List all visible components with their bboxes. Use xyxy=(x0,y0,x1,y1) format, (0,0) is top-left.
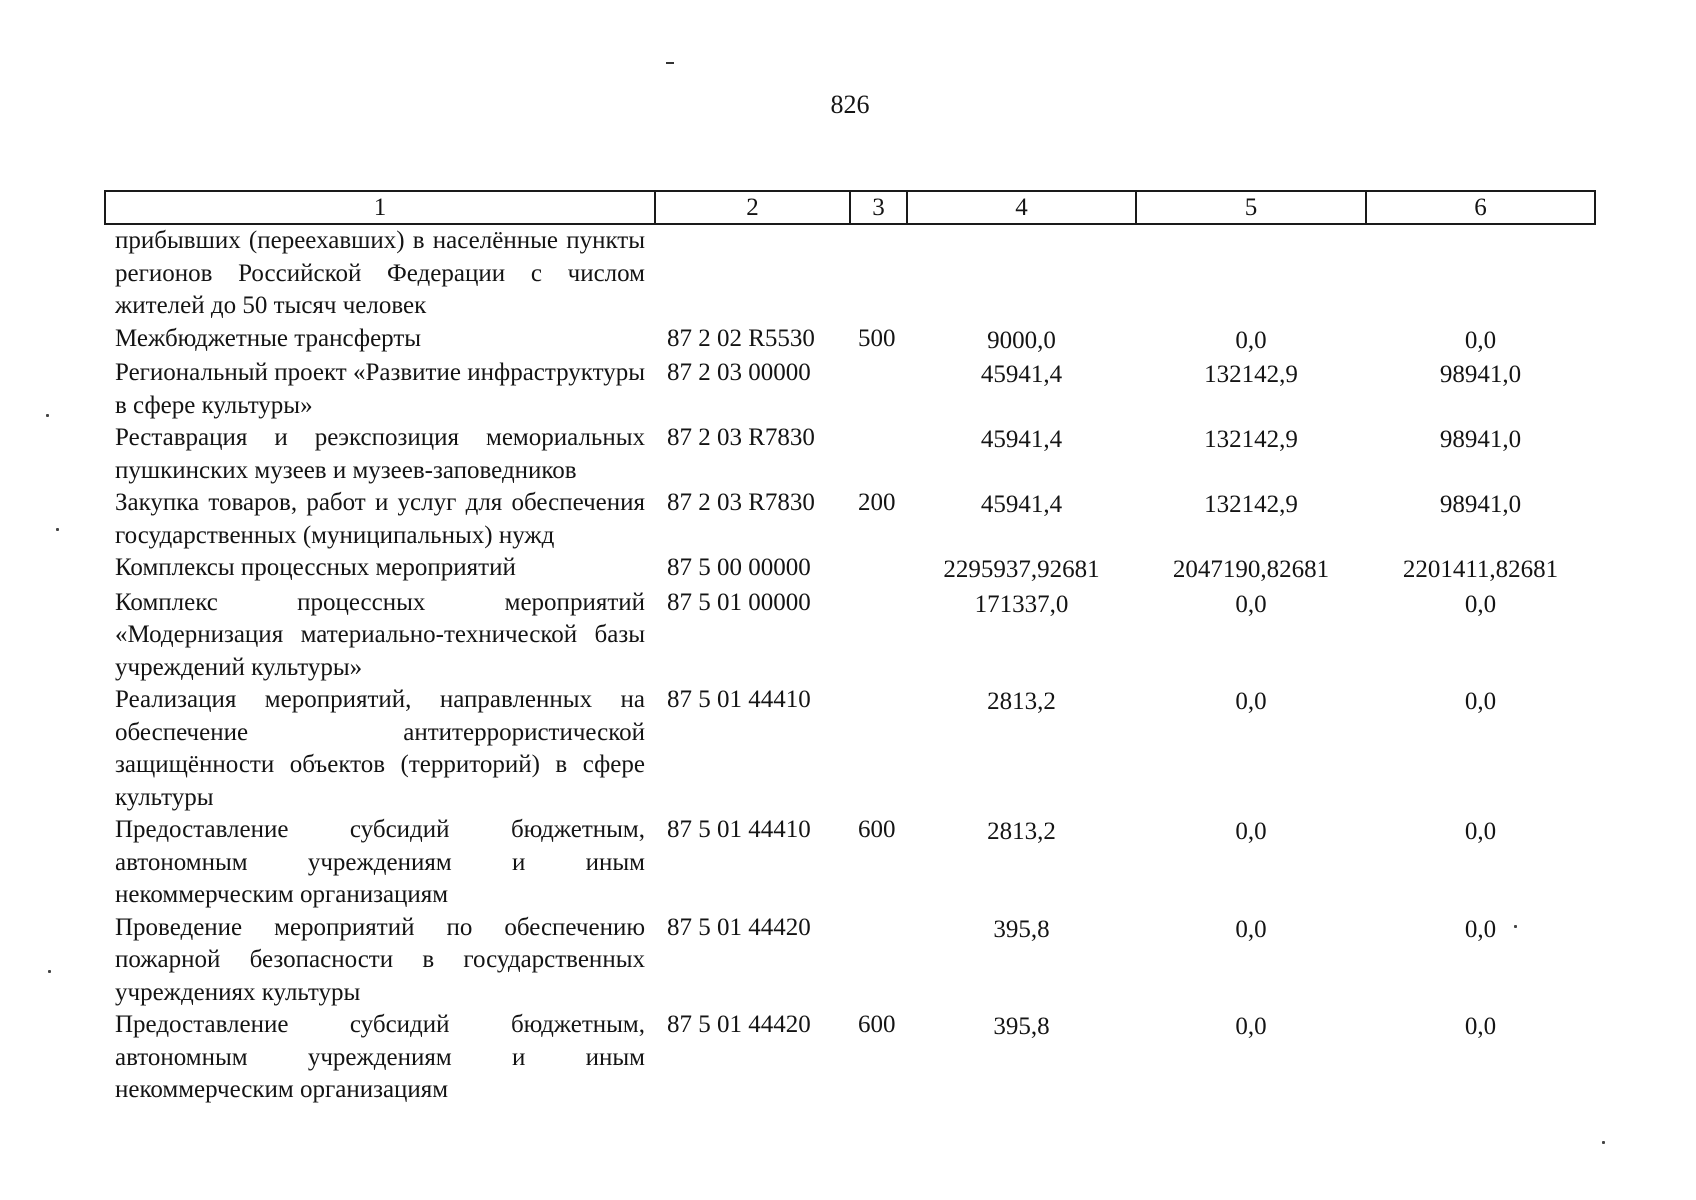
row-expense-type: 500 xyxy=(858,324,896,352)
column-header: 2 xyxy=(655,191,850,224)
table-row xyxy=(105,224,1595,323)
row-value-col4: 45941,4 xyxy=(980,361,1063,388)
row-value-col6: 0,0 xyxy=(1464,688,1497,715)
table-row xyxy=(105,1009,1595,1107)
row-value-col6: 2201411,82681 xyxy=(1402,556,1559,583)
table-row xyxy=(105,684,1595,814)
row-code: 87 5 01 44410 xyxy=(667,816,811,843)
row-expense-type xyxy=(850,684,907,814)
row-name: Межбюджетные трансферты xyxy=(115,324,422,352)
row-value-col5: 0,0 xyxy=(1235,818,1267,845)
table-row xyxy=(105,487,1595,552)
header-row xyxy=(105,191,1595,224)
row-value-col5: 0,0 xyxy=(1235,326,1267,354)
scan-mark xyxy=(666,62,674,64)
row-value-col6: 0,0 xyxy=(1464,818,1497,845)
table-row xyxy=(105,912,1595,1010)
row-value-col4: 45941,4 xyxy=(980,491,1063,518)
row-code: 87 2 03 00000 xyxy=(667,359,811,386)
table-row xyxy=(105,422,1595,487)
row-value-col5: 132142,9 xyxy=(1204,491,1298,518)
row-code: 87 2 03 R7830 xyxy=(667,489,815,516)
row-value-col6: 98941,0 xyxy=(1439,491,1522,518)
row-expense-type xyxy=(850,224,907,323)
scan-speck xyxy=(46,414,49,417)
row-code: 87 5 00 00000 xyxy=(667,554,811,581)
row-expense-type xyxy=(850,422,907,487)
row-code: 87 2 03 R7830 xyxy=(667,424,815,451)
column-header: 1 xyxy=(105,191,655,224)
row-name: Реализация мероприятий, направленных на обеспечение антитеррористической защищённости объектов (территорий) в сфере культуры xyxy=(115,686,645,811)
row-name: прибывших (переехавших) в населённые пункты регионов Российской Федерации с числом жителей до 50 тысяч человек xyxy=(115,227,645,319)
column-header: 4 xyxy=(907,191,1136,224)
row-expense-type: 600 xyxy=(858,816,896,843)
row-name: Предоставление субсидий бюджетным, автономным учреждениям и иным некоммерческим организациям xyxy=(115,1011,645,1103)
row-name: Закупка товаров, работ и услуг для обеспечения государственных (муниципальных) нужд xyxy=(115,489,645,549)
row-value-col4: 171337,0 xyxy=(974,590,1069,618)
row-code: 87 5 01 44410 xyxy=(667,686,811,713)
row-value-col6: 0,0 xyxy=(1464,326,1497,354)
row-value-col5: 132142,9 xyxy=(1204,426,1298,453)
row-value-col4: 395,8 xyxy=(993,915,1050,943)
row-value-col4: 2813,2 xyxy=(987,818,1056,845)
row-value-col6: 0,0 xyxy=(1464,590,1497,618)
column-header: 3 xyxy=(850,191,907,224)
row-code xyxy=(655,224,850,323)
row-value-col4: 45941,4 xyxy=(980,426,1063,453)
row-value-col4: 2813,2 xyxy=(987,688,1056,715)
row-name: Реставрация и реэкспозиция мемориальных пушкинских музеев и музеев-заповедников xyxy=(115,424,645,484)
row-expense-type xyxy=(850,587,907,685)
row-value-col6: 0,0 xyxy=(1464,1013,1497,1040)
row-value-col6: 98941,0 xyxy=(1439,361,1522,388)
row-value-col5: 2047190,82681 xyxy=(1172,556,1330,583)
row-expense-type: 200 xyxy=(858,489,896,516)
table-row xyxy=(105,552,1595,587)
row-value-col5: 0,0 xyxy=(1235,590,1267,618)
scan-speck xyxy=(1602,1141,1605,1144)
row-expense-type xyxy=(850,912,907,1010)
row-value-col5 xyxy=(1136,224,1366,323)
row-value-col5: 0,0 xyxy=(1235,915,1267,943)
row-name: Проведение мероприятий по обеспечению пожарной безопасности в государственных учреждениях культуры xyxy=(115,913,645,1006)
budget-table xyxy=(104,190,1596,1107)
scan-speck xyxy=(56,528,59,531)
row-code: 87 5 01 00000 xyxy=(667,588,811,616)
row-name: Предоставление субсидий бюджетным, автономным учреждениям и иным некоммерческим организациям xyxy=(115,816,645,908)
table-row xyxy=(105,814,1595,912)
row-value-col5: 132142,9 xyxy=(1204,361,1298,388)
page-number: 826 xyxy=(830,90,870,119)
row-name: Региональный проект «Развитие инфраструктуры в сфере культуры» xyxy=(115,359,645,419)
row-name: Комплекс процессных мероприятий «Модернизация материально-технической базы учреждений культуры» xyxy=(115,588,645,681)
row-value-col4: 2295937,92681 xyxy=(943,556,1100,583)
row-code: 87 2 02 R5530 xyxy=(667,324,815,352)
row-expense-type xyxy=(850,552,907,587)
row-code: 87 5 01 44420 xyxy=(667,1011,811,1038)
table-row xyxy=(105,323,1595,358)
row-value-col6: 0,0 xyxy=(1464,915,1497,943)
row-value-col6: 98941,0 xyxy=(1439,426,1522,453)
table-row xyxy=(105,587,1595,685)
row-value-col5: 0,0 xyxy=(1235,688,1267,715)
scan-speck xyxy=(48,970,51,973)
table-row xyxy=(105,357,1595,422)
row-value-col4: 395,8 xyxy=(993,1013,1050,1040)
row-value-col4 xyxy=(907,224,1136,323)
row-expense-type xyxy=(850,357,907,422)
row-expense-type: 600 xyxy=(858,1011,896,1038)
row-value-col5: 0,0 xyxy=(1235,1013,1267,1040)
row-value-col6 xyxy=(1366,224,1595,323)
row-name: Комплексы процессных мероприятий xyxy=(115,554,516,581)
column-header: 6 xyxy=(1366,191,1595,224)
row-value-col4: 9000,0 xyxy=(987,326,1056,354)
row-code: 87 5 01 44420 xyxy=(667,913,811,941)
column-header: 5 xyxy=(1136,191,1366,224)
